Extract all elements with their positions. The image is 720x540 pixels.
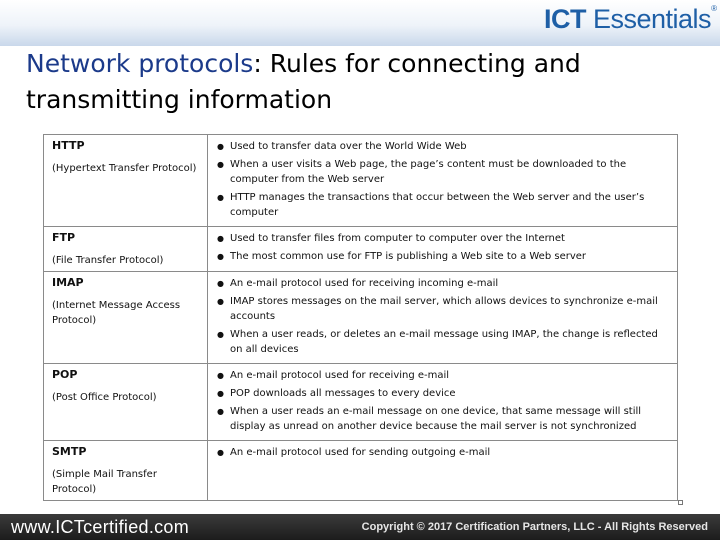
footer-bar <box>0 514 720 540</box>
table-row <box>44 227 678 272</box>
logo-text-ict: ICT <box>544 3 586 34</box>
list-item: ● HTTP manages the transactions that occur between the Web server and the user’s computer <box>216 190 671 220</box>
protocol-full-name: (Simple Mail Transfer Protocol) <box>52 469 157 495</box>
slide-title <box>26 46 666 118</box>
list-item: ● Used to transfer data over the World Wide Web <box>216 139 671 154</box>
list-item: ● IMAP stores messages on the mail server, which allows devices to synchronize e-mail accounts <box>216 294 671 324</box>
protocol-description-cell <box>208 135 678 227</box>
title-rest: : Rules for connecting and transmitting information <box>26 49 581 114</box>
list-item: ● An e-mail protocol used for receiving incoming e-mail <box>216 276 671 291</box>
protocol-full-name: (Hypertext Transfer Protocol) <box>52 163 197 174</box>
table-row <box>44 441 678 501</box>
list-item: ● An e-mail protocol used for sending outgoing e-mail <box>216 445 671 460</box>
list-item: ● When a user reads, or deletes an e-mail message using IMAP, the change is reflected on all devices <box>216 327 671 357</box>
protocol-name: SMTP <box>52 445 87 458</box>
list-item: ● POP downloads all messages to every device <box>216 386 671 401</box>
protocol-name: FTP <box>52 231 76 244</box>
protocol-name-cell <box>44 364 208 441</box>
protocol-name-cell <box>44 272 208 364</box>
logo-registered-mark: ® <box>711 3 717 13</box>
protocol-description-cell <box>208 227 678 272</box>
protocol-name-cell <box>44 227 208 272</box>
list-item: ● When a user reads an e-mail message on one device, that same message will still display as unread on another device because the mail server is not synchronized <box>216 404 671 434</box>
protocol-description-cell <box>208 272 678 364</box>
footer-url: www.ICTcertified.com <box>11 517 190 537</box>
protocol-name-cell <box>44 135 208 227</box>
list-item: ● An e-mail protocol used for receiving e-mail <box>216 368 671 383</box>
logo-text-essentials: Essentials <box>586 3 712 34</box>
protocol-full-name: (Post Office Protocol) <box>52 392 157 403</box>
protocol-name: HTTP <box>52 139 85 152</box>
table-row <box>44 135 678 227</box>
protocol-description-cell <box>208 364 678 441</box>
list-item: ● When a user visits a Web page, the page’s content must be downloaded to the computer from the Web server <box>216 157 671 187</box>
protocol-description-cell <box>208 441 678 501</box>
list-item: ● The most common use for FTP is publishing a Web site to a Web server <box>216 249 671 264</box>
ict-essentials-logo <box>541 2 717 36</box>
table-end-marker <box>678 500 683 505</box>
title-term: Network protocols <box>26 49 254 78</box>
table-row <box>44 364 678 441</box>
footer-copyright: Copyright © 2017 Certification Partners, LLC - All Rights Reserved <box>361 521 708 533</box>
protocol-name: POP <box>52 368 78 381</box>
list-item: ● Used to transfer files from computer to computer over the Internet <box>216 231 671 246</box>
protocol-full-name: (Internet Message Access Protocol) <box>52 300 181 326</box>
protocol-name: IMAP <box>52 276 84 289</box>
protocol-name-cell <box>44 441 208 501</box>
table-row <box>44 272 678 364</box>
protocol-full-name: (File Transfer Protocol) <box>52 255 164 266</box>
protocols-table <box>43 134 678 501</box>
